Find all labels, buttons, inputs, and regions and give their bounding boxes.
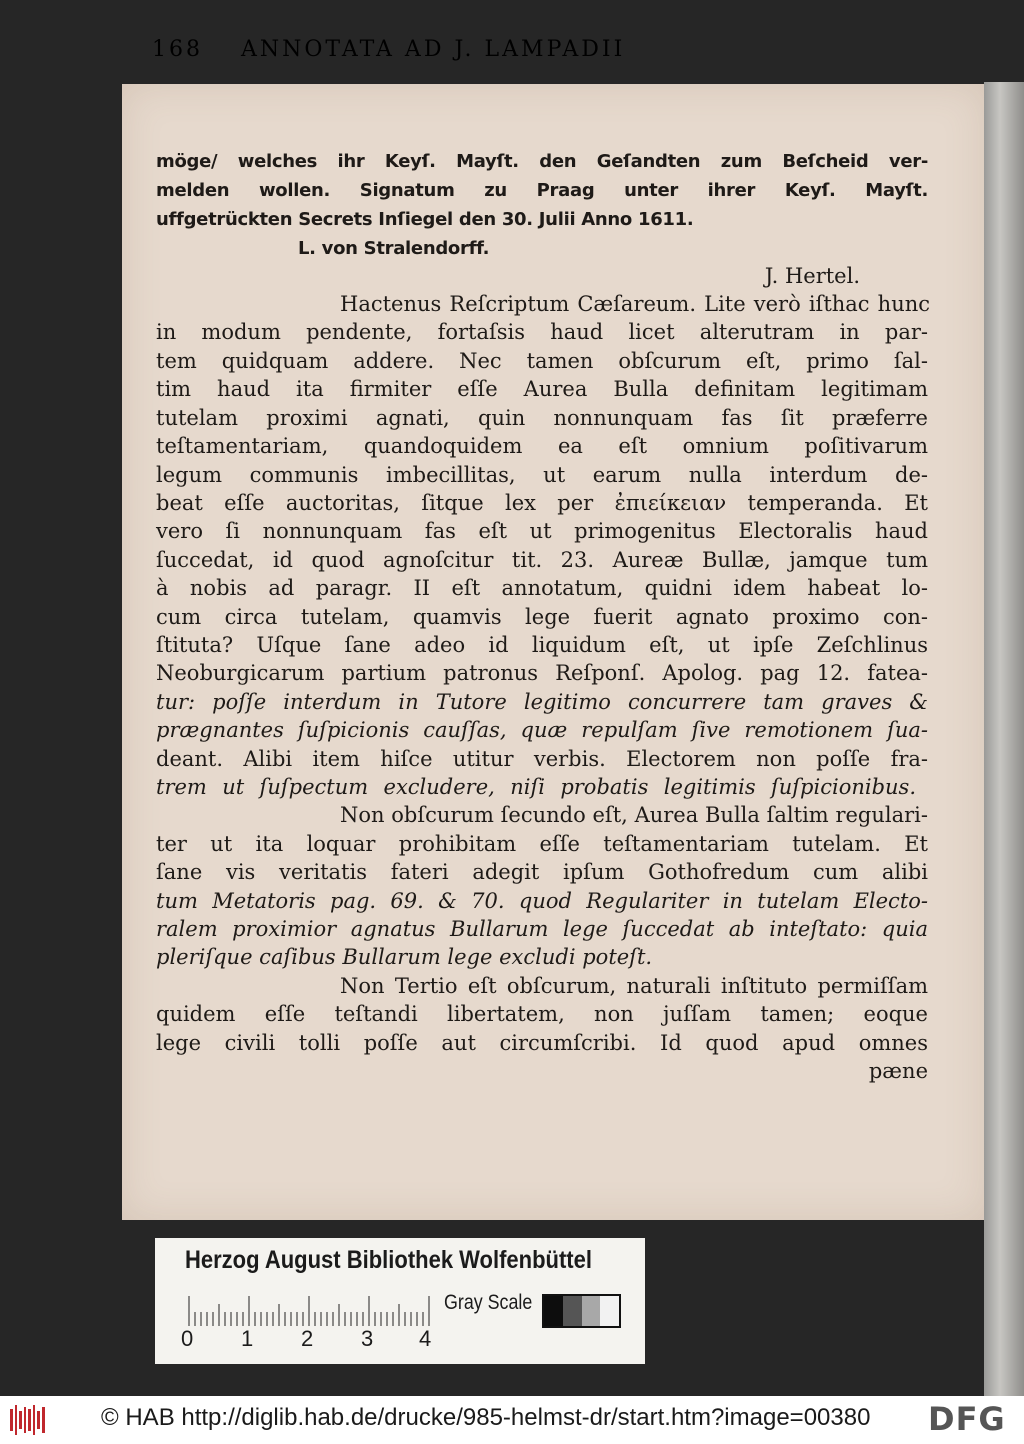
text-line: L. von Stralendorff. (298, 238, 490, 259)
text-line: cum circa tutelam, quamvis lege fuerit agnato proximo con- (156, 605, 928, 629)
text-line: Non Tertio eſt obſcurum, naturali inſtituto permiſſam (340, 974, 928, 998)
ruler-number: 0 (181, 1326, 194, 1351)
text-line: à nobis ad paragr. II eſt annotatum, quidni idem habeat lo- (156, 576, 928, 600)
text-line: vero ſi nonnunquam fas eſt ut primogenitus Electoralis haud (156, 519, 928, 543)
footer-bar (0, 1396, 1024, 1444)
gray-scale-swatches (542, 1294, 621, 1328)
gray-swatch (544, 1296, 563, 1326)
text-line: Non obſcurum ſecundo eſt, Aurea Bulla ſaltim regulari- (340, 803, 928, 827)
running-head (152, 37, 842, 62)
text-line: möge/ welches ihr Keyſ. Mayſt. den Geſandten zum Beſcheid ver- (156, 151, 928, 172)
text-line: Hactenus Reſcriptum Cæſareum. Lite verò iſthac hunc (340, 292, 930, 316)
text-line: tim haud ita firmiter eſſe Aurea Bulla definitam legitimam (156, 377, 928, 401)
text-line: legum communis imbecillitas, ut earum nulla interdum de- (156, 463, 928, 487)
ruler-number: 2 (301, 1326, 314, 1351)
text-line: tutelam proximi agnati, quin nonnunquam fas ſit præferre (156, 406, 928, 430)
text-line: ſane vis veritatis fateri adegit ipſum Gothofredum cum alibi (156, 860, 928, 884)
text-line: in modum pendente, fortaſsis haud licet alterutram in par- (156, 320, 928, 344)
catchword: pæne (868, 1059, 928, 1083)
text-line: quidem eſſe teſtandi libertatem, non juſſam tamen; eoque (156, 1002, 928, 1026)
text-line: J. Hertel. (764, 264, 860, 288)
text-line: uffgetrückten Secrets Inſiegel den 30. Julii Anno 1611. (156, 209, 694, 230)
text-line: beat eſſe auctoritas, ſitque lex per ἐπιείκειαν temperanda. Et (156, 491, 928, 515)
adjacent-page-edge (984, 82, 1024, 1396)
text-line: trem ut ſuſpectum excludere, niſi probatis legitimis ſuſpicionibus. (156, 775, 916, 799)
text-line: ſtituta? Uſque ſane adeo id liquidum eſt, ut ipſe Zeſchlinus (156, 633, 928, 657)
hab-barcode-logo-icon (10, 1405, 46, 1435)
text-line: tem quidquam addere. Nec tamen obſcurum eſt, primo ſal- (156, 349, 928, 373)
text-line: deant. Alibi item hiſce utitur verbis. Electorem non poſſe fra- (156, 747, 928, 771)
color-target-card (155, 1238, 645, 1364)
gray-scale-label: Gray Scale (444, 1291, 533, 1314)
text-line: ſuccedat, id quod agnoſcitur tit. 23. Aureæ Bullæ, jamque tum (156, 548, 928, 572)
page-number: 168 (152, 37, 203, 62)
text-line: ralem proximior agnatus Bullarum lege ſuccedat ab inteſtato: quia (156, 917, 928, 941)
gray-swatch (582, 1296, 601, 1326)
dfg-logo: DFG (928, 1400, 1006, 1438)
ruler-number: 4 (419, 1326, 432, 1351)
running-head-title: ANNOTATA AD J. LAMPADII (241, 37, 626, 62)
ruler-number: 1 (241, 1326, 254, 1351)
ruler-number: 3 (361, 1326, 374, 1351)
text-line: tur: poſſe interdum in Tutore legitimo concurrere tam graves & (156, 690, 928, 714)
library-name: Herzog August Bibliothek Wolfenbüttel (185, 1246, 592, 1274)
gray-swatch (563, 1296, 582, 1326)
text-line: tum Metatoris pag. 69. & 70. quod Regulariter in tutelam Electo- (156, 889, 928, 913)
text-line: prægnantes ſuſpicionis cauſſas, quæ repulſam ſive remotionem ſua- (156, 718, 928, 742)
text-line: Neoburgicarum partium patronus Reſponſ. Apolog. pag 12. fatea- (156, 661, 928, 685)
text-line: teſtamentariam, quandoquidem ea eſt omnium poſitivarum (156, 434, 928, 458)
text-line: lege civili tolli poſſe aut circumſcribi. Id quod apud omnes (156, 1031, 928, 1055)
text-line: pleriſque caſibus Bullarum lege excludi poteſt. (156, 945, 653, 969)
text-line: melden wollen. Signatum zu Praag unter ihrer Keyſ. Mayſt. (156, 180, 928, 201)
text-line: ter ut ita loquar prohibitam eſſe teſtamentariam tutelam. Et (156, 832, 928, 856)
gray-swatch (600, 1296, 619, 1326)
copyright-link[interactable]: © HAB http://diglib.hab.de/drucke/985-helmst-dr/start.htm?image=00380 (101, 1404, 871, 1431)
ruler-scale (185, 1292, 433, 1326)
